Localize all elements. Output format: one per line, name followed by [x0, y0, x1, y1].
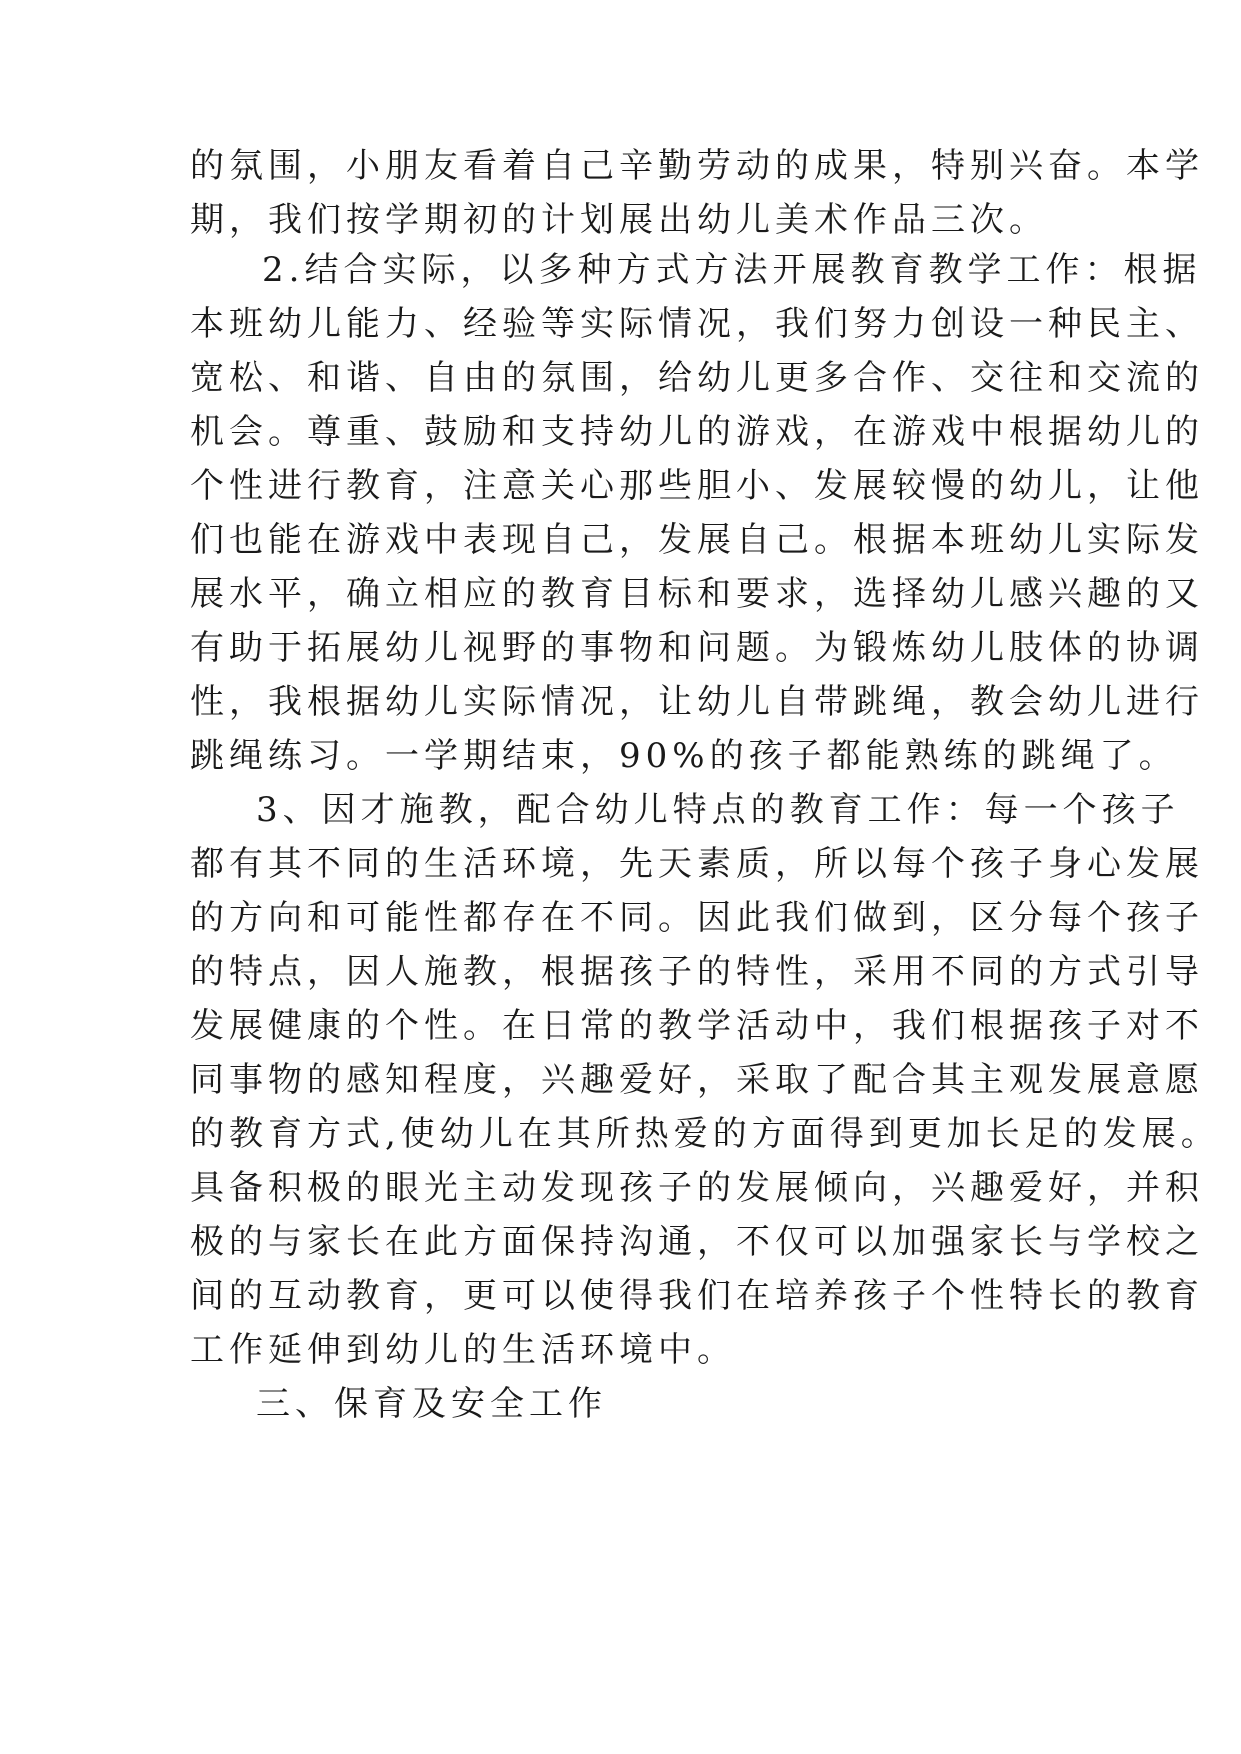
paragraph-line: 2.结合实际，以多种方式方法开展教育教学工作：根据: [262, 250, 1202, 290]
paragraph-line: 期，我们按学期初的计划展出幼儿美术作品三次。: [190, 200, 1048, 240]
paragraph-line: 发展健康的个性。在日常的教学活动中，我们根据孩子对不: [190, 1006, 1204, 1046]
paragraph-line: 的氛围，小朋友看着自己辛勤劳动的成果，特别兴奋。本学: [190, 146, 1204, 186]
paragraph-line: 工作延伸到幼儿的生活环境中。: [190, 1330, 736, 1370]
paragraph-line: 跳绳练习。一学期结束，90%的孩子都能熟练的跳绳了。: [190, 736, 1178, 776]
paragraph-line: 有助于拓展幼儿视野的事物和问题。为锻炼幼儿肢体的协调: [190, 628, 1204, 668]
paragraph-line: 的特点，因人施教，根据孩子的特性，采用不同的方式引导: [190, 952, 1204, 992]
paragraph-line: 都有其不同的生活环境，先天素质，所以每个孩子身心发展: [190, 844, 1204, 884]
paragraph-line: 极的与家长在此方面保持沟通，不仅可以加强家长与学校之: [190, 1222, 1204, 1262]
section-heading: 三、保育及安全工作: [256, 1384, 607, 1424]
paragraph-line: 的方向和可能性都存在不同。因此我们做到，区分每个孩子: [190, 898, 1204, 938]
paragraph-line: 具备积极的眼光主动发现孩子的发展倾向，兴趣爱好，并积: [190, 1168, 1204, 1208]
paragraph-line: 展水平，确立相应的教育目标和要求，选择幼儿感兴趣的又: [190, 574, 1204, 614]
paragraph-line: 3、因才施教，配合幼儿特点的教育工作：每一个孩子: [256, 790, 1180, 830]
paragraph-line: 同事物的感知程度，兴趣爱好，采取了配合其主观发展意愿: [190, 1060, 1204, 1100]
paragraph-line: 本班幼儿能力、经验等实际情况，我们努力创设一种民主、: [190, 304, 1204, 344]
paragraph-line: 间的互动教育，更可以使得我们在培养孩子个性特长的教育: [190, 1276, 1204, 1316]
paragraph-line: 机会。尊重、鼓励和支持幼儿的游戏，在游戏中根据幼儿的: [190, 412, 1204, 452]
paragraph-line: 的教育方式,使幼儿在其所热爱的方面得到更加长足的发展。: [190, 1114, 1220, 1154]
paragraph-line: 宽松、和谐、自由的氛围，给幼儿更多合作、交往和交流的: [190, 358, 1204, 398]
paragraph-line: 们也能在游戏中表现自己，发展自己。根据本班幼儿实际发: [190, 520, 1204, 560]
paragraph-line: 性，我根据幼儿实际情况，让幼儿自带跳绳，教会幼儿进行: [190, 682, 1204, 722]
paragraph-line: 个性进行教育，注意关心那些胆小、发展较慢的幼儿，让他: [190, 466, 1204, 506]
